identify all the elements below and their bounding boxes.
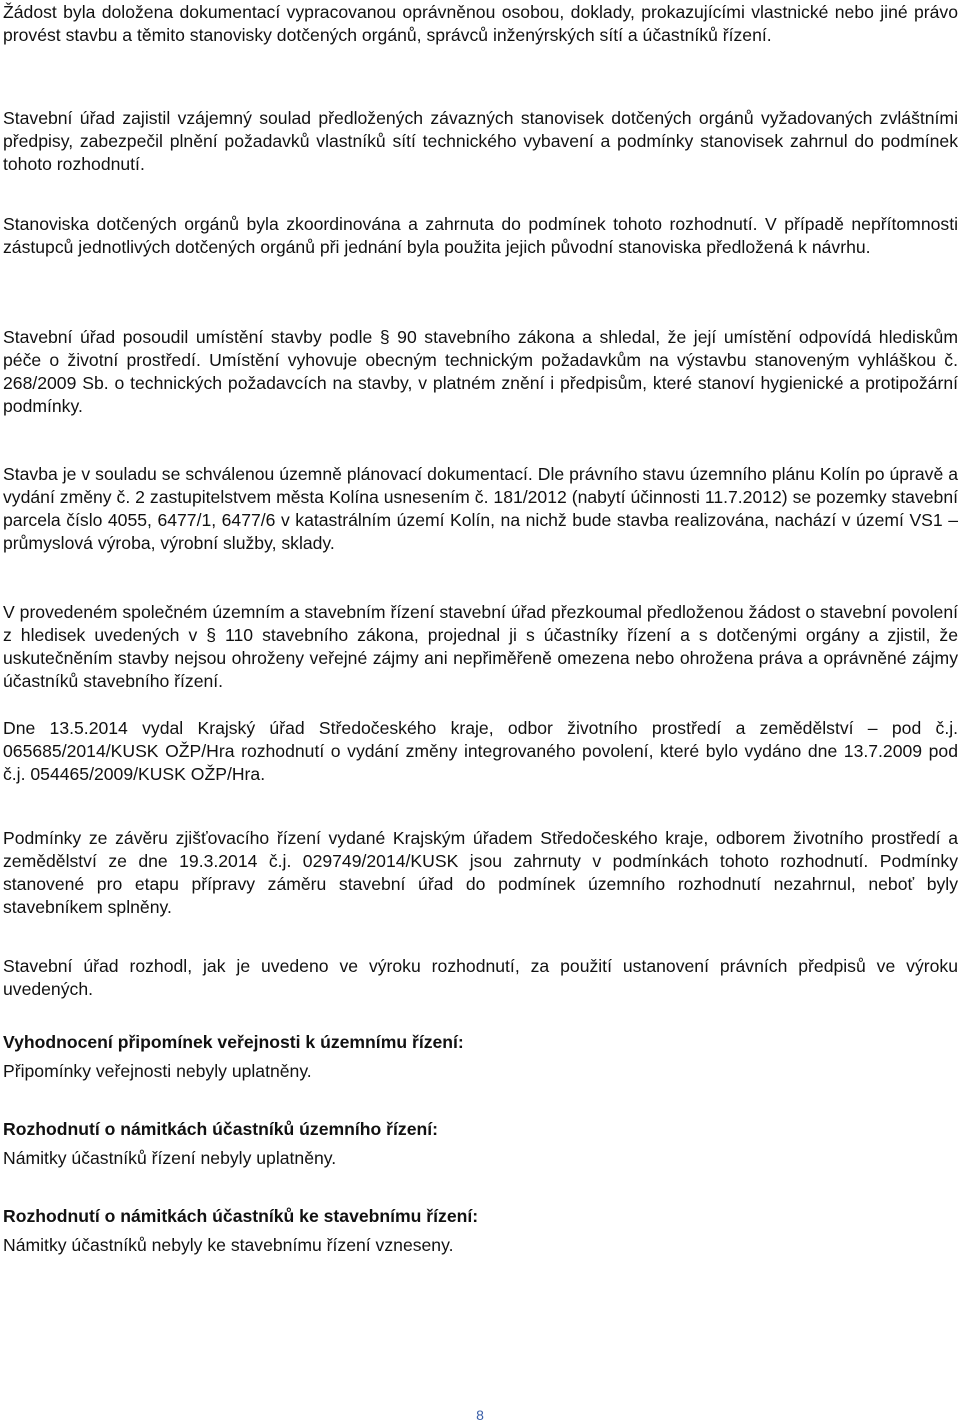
section-heading: Rozhodnutí o námitkách účastníků územního řízení:: [3, 1119, 438, 1139]
section-text: Námitky účastníků řízení nebyly uplatněny.: [3, 1148, 337, 1168]
paragraph-placement: Stavební úřad posoudil umístění stavby podle § 90 stavebního zákona a shledal, že její umístění odpovídá hlediskům péče o životní prostředí. Umístění vyhovuje obecným technickým požadavkům na výstavbu stanoveným vyhláškou č. 268/2009 Sb. o technických požadavcích na stavby, v platném znění i předpisům, které stanoví hygienické a protipožární podmínky.: [3, 327, 958, 416]
paragraph-opinions: Stanoviska dotčených orgánů byla zkoordinována a zahrnuta do podmínek tohoto rozhodnutí. V případě nepřítomnosti zástupců jednotlivých dotčených orgánů při jednání byla použita jejich původní stanoviska předložená k návrhu.: [3, 214, 958, 257]
paragraph-decision: Stavební úřad rozhodl, jak je uvedeno ve výroku rozhodnutí, za použití ustanovení právních předpisů ve výroku uvedených.: [3, 956, 958, 999]
paragraph-conditions: Podmínky ze závěru zjišťovacího řízení vydané Krajským úřadem Středočeského kraje, odborem životního prostředí a zemědělství ze dne 19.3.2014 č.j. 029749/2014/KUSK jsou zahrnuty v podmínkách tohoto rozhodnutí. Podmínky stanovené pro etapu přípravy záměru stavební úřad do podmínek územního rozhodnutí nezahrnul, neboť byly stavebníkem splněny.: [3, 828, 958, 917]
section-building-objections: [3, 1205, 958, 1257]
section-text: Námitky účastníků nebyly ke stavebnímu řízení vzneseny.: [3, 1235, 454, 1255]
section-text: Připomínky veřejnosti nebyly uplatněny.: [3, 1061, 312, 1081]
paragraph-documentation: Žádost byla doložena dokumentací vypracovanou oprávněnou osobou, doklady, prokazujícími vlastnické nebo jiné právo provést stavbu a těmito stanovisky dotčených orgánů, správců inženýrských sítí a účastníků řízení.: [3, 2, 958, 45]
paragraph-review: V provedeném společném územním a stavebním řízení stavební úřad přezkoumal předloženou žádost o stavební povolení z hledisek uvedených v § 110 stavebního zákona, projednal ji s účastníky řízení a s dotčenými orgány a zjistil, že uskutečněním stavby nejsou ohroženy veřejné zájmy ani nepřiměřeně omezena nebo ohrožena práva a oprávněné zájmy účastníků stavebního řízení.: [3, 602, 958, 691]
page-number: 8: [476, 1407, 484, 1423]
paragraph-coordination: Stavební úřad zajistil vzájemný soulad předložených závazných stanovisek dotčených orgánů vyžadovaných zvláštními předpisy, zabezpečil plnění požadavků vlastníků sítí technického vybavení a podmínky stanovisek zahrnul do podmínek tohoto rozhodnutí.: [3, 108, 958, 174]
paragraph-planning: Stavba je v souladu se schválenou územně plánovací dokumentací. Dle právního stavu územního plánu Kolín po úpravě a vydání změny č. 2 zastupitelstvem města Kolína usnesením č. 181/2012 (nabytí účinnosti 11.7.2012) se pozemky stavební parcela číslo 4055, 6477/1, 6477/6 v katastrálním území Kolín, na nichž bude stavba realizována, nachází v území VS1 – průmyslová výroba, výrobní služby, sklady.: [3, 464, 958, 553]
section-public-comments: [3, 1031, 958, 1083]
section-planning-objections: [3, 1118, 958, 1170]
paragraph-integrated-permit: Dne 13.5.2014 vydal Krajský úřad Středočeského kraje, odbor životního prostředí a zemědělství – pod č.j. 065685/2014/KUSK OŽP/Hra rozhodnutí o vydání změny integrovaného povolení, které bylo vydáno dne 13.7.2009 pod č.j. 054465/2009/KUSK OŽP/Hra.: [3, 718, 958, 784]
section-heading: Vyhodnocení připomínek veřejnosti k územnímu řízení:: [3, 1032, 464, 1052]
section-heading: Rozhodnutí o námitkách účastníků ke stavebnímu řízení:: [3, 1206, 479, 1226]
